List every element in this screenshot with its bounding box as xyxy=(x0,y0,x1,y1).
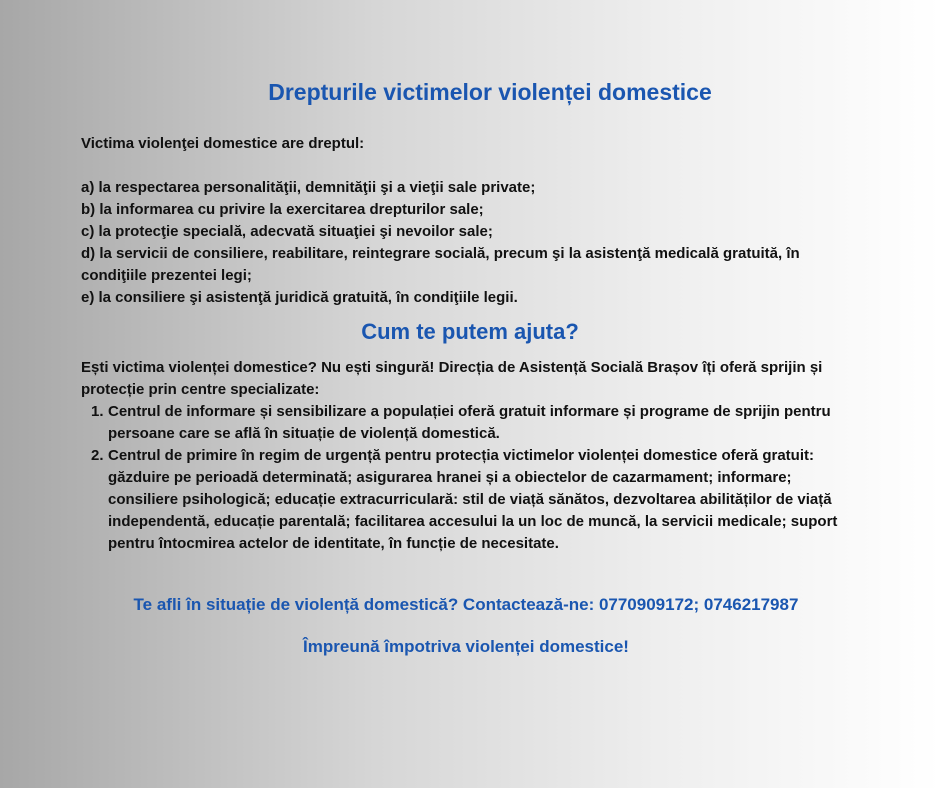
centres-list xyxy=(91,401,841,555)
slogan: Împreună împotriva violenței domestice! xyxy=(303,637,629,656)
centre-text: Centrul de informare și sensibilizare a populației oferă gratuit informare și programe de sprijin pentru persoane care se află în situație de violență domestică. xyxy=(108,403,831,442)
rights-item-c: c) la protecţie specială, adecvată situaţiei şi nevoilor sale; xyxy=(81,223,493,240)
help-title: Cum te putem ajuta? xyxy=(361,319,579,344)
centre-text: Centrul de primire în regim de urgență pentru protecția victimelor violenței domestice oferă gratuit: găzduire pe perioadă determinată; asigurarea hranei și a obiectelor de cazarmament; informare; consiliere psihologică; educație extracurriculară: stil de viață sănătos, dezvoltarea abilităților de viață independentă, educație parentală; facilitarea accesului la un loc de muncă, la servicii medicale; suport pentru întocmirea actelor de identitate, în funcție de necesitate. xyxy=(108,447,838,552)
contact-line: Te afli în situație de violență domestică? Contactează-ne: 0770909172; 0746217987 xyxy=(133,595,799,614)
page-title: Drepturile victimelor violenței domestice xyxy=(268,79,712,105)
rights-item-e: e) la consiliere şi asistenţă juridică gratuită, în condiţiile legii. xyxy=(81,289,518,306)
rights-list xyxy=(81,177,851,309)
centre-number: 1. xyxy=(91,403,104,420)
centre-item xyxy=(91,445,841,555)
rights-intro: Victima violenţei domestice are dreptul: xyxy=(81,135,365,152)
rights-item-a: a) la respectarea personalităţii, demnităţii şi a vieţii sale private; xyxy=(81,179,536,196)
centre-item xyxy=(91,401,841,445)
centre-number: 2. xyxy=(91,447,104,464)
rights-item-b: b) la informarea cu privire la exercitarea drepturilor sale; xyxy=(81,201,484,218)
help-intro: Ești victima violenței domestice? Nu ești singură! Direcția de Asistență Socială Brașov îți oferă sprijin și protecție prin centre specializate: xyxy=(81,359,823,398)
rights-item-d: d) la servicii de consiliere, reabilitare, reintegrare socială, precum şi la asistenţă medicală gratuită, în condiţiile prezentei legi; xyxy=(81,245,800,284)
